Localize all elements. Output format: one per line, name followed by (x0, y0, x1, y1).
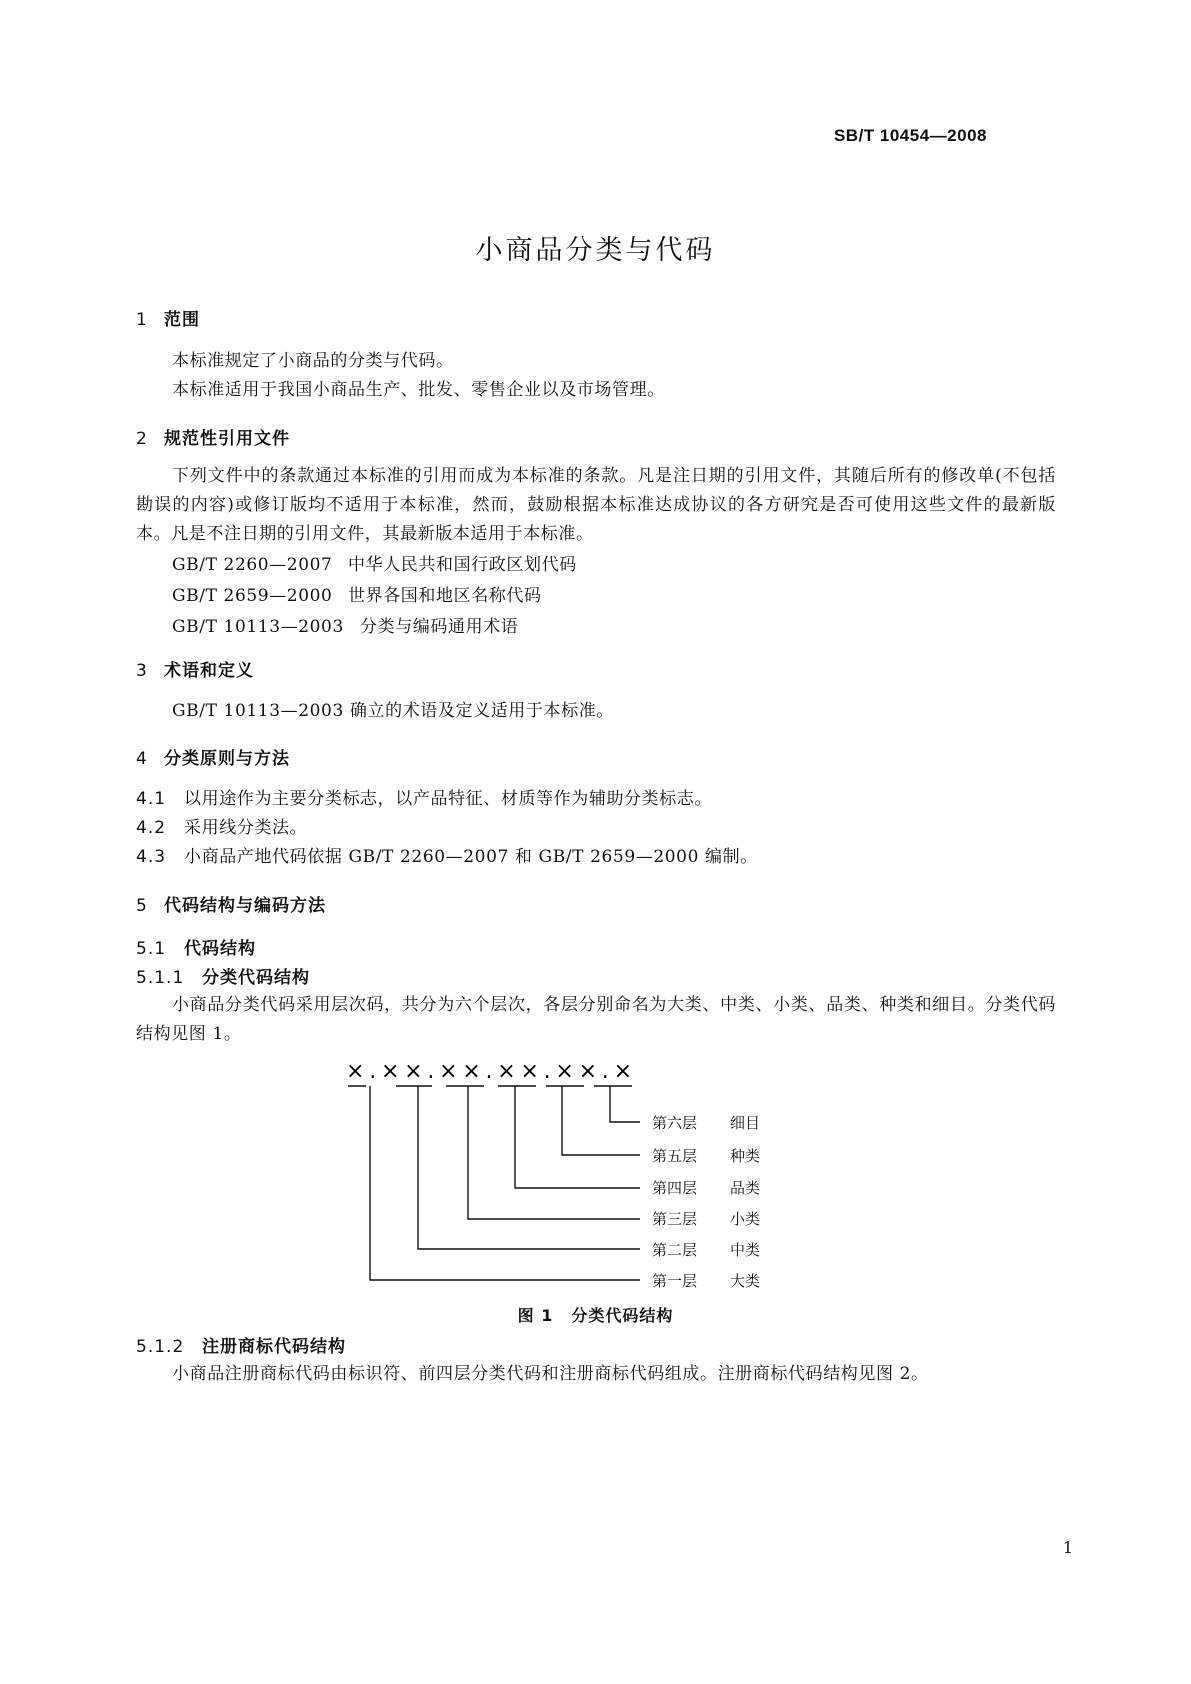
section-number: 5.1.1 (136, 968, 185, 988)
section-number: 5.1 (136, 939, 167, 959)
reference-code: GB/T 2260—2007 (172, 555, 333, 575)
clause-text: 采用线分类法。 (184, 818, 308, 838)
layer-name: 中类 (730, 1241, 761, 1259)
subsection-5-1-2-heading (136, 1332, 346, 1357)
section-title: 代码结构与编码方法 (164, 896, 326, 916)
layer-name: 大类 (730, 1272, 761, 1290)
reference-code: GB/T 2659—2000 (172, 586, 333, 606)
paragraph: 下列文件中的条款通过本标准的引用而成为本标准的条款。凡是注日期的引用文件，其随后所有的修改单(不包括勘误的内容)或修订版均不适用于本标准，然而，鼓励根据本标准达成协议的各方研究是否可使用这些文件的最新版本。凡是不注日期的引用文件，其最新版本适用于本标准。 (136, 466, 1056, 544)
subsection-5-1-1-heading (136, 963, 310, 988)
document-title: 小商品分类与代码 (475, 235, 716, 266)
paragraph: 本标准规定了小商品的分类与代码。 (172, 351, 454, 371)
section-5-heading (136, 891, 326, 916)
reference-code: GB/T 10113—2003 (172, 617, 344, 637)
section-2-heading (136, 424, 290, 449)
layer-name: 品类 (730, 1179, 761, 1197)
section-number: 2 (136, 429, 148, 449)
section-title: 注册商标代码结构 (202, 1337, 346, 1357)
section-4-heading (136, 744, 290, 769)
layer-label: 第三层 (652, 1210, 698, 1228)
section-number: 4 (136, 749, 148, 769)
clause-4-2 (136, 814, 307, 843)
clause-number: 4.1 (136, 789, 167, 809)
layer-label: 第一层 (652, 1272, 698, 1290)
layer-label: 第五层 (652, 1147, 698, 1165)
section-number: 3 (136, 661, 148, 681)
clause-text: 小商品产地代码依据 GB/T 2260—2007 和 GB/T 2659—2000 编制。 (184, 847, 758, 867)
section-number: 5 (136, 896, 148, 916)
document-number: SB/T 10454—2008 (833, 126, 987, 145)
layer-label: 第六层 (652, 1114, 698, 1132)
reference-title: 分类与编码通用术语 (360, 617, 519, 637)
clause-text: 以用途作为主要分类标志，以产品特征、材质等作为辅助分类标志。 (184, 789, 713, 809)
paragraph: 小商品注册商标代码由标识符、前四层分类代码和注册商标代码组成。注册商标代码结构见图 2。 (172, 1364, 929, 1384)
paragraph: 本标准适用于我国小商品生产、批发、零售企业以及市场管理。 (172, 380, 665, 400)
reference-item (172, 551, 577, 582)
layer-name: 细目 (730, 1114, 761, 1132)
reference-title: 世界各国和地区名称代码 (348, 586, 542, 606)
layer-label: 第四层 (652, 1179, 698, 1197)
layer-name: 小类 (730, 1210, 761, 1228)
section-title: 分类原则与方法 (164, 749, 290, 769)
connector-lines (348, 1086, 640, 1280)
figure-1-caption (0, 1303, 1191, 1326)
paragraph: GB/T 10113—2003 确立的术语及定义适用于本标准。 (172, 701, 614, 721)
clause-number: 4.3 (136, 847, 167, 867)
section-title: 术语和定义 (164, 661, 254, 681)
page-number: 1 (1062, 1538, 1073, 1557)
reference-item (172, 613, 577, 644)
figure-1-diagram (340, 1052, 800, 1302)
section-number: 5.1.2 (136, 1337, 185, 1357)
clause-number: 4.2 (136, 818, 167, 838)
figure-title: 分类代码结构 (571, 1306, 674, 1325)
reference-list (172, 551, 577, 644)
reference-item (172, 582, 577, 613)
section-title: 规范性引用文件 (164, 429, 290, 449)
section-title: 代码结构 (184, 939, 256, 959)
section-1-heading (136, 305, 200, 330)
section-title: 分类代码结构 (202, 968, 310, 988)
section-3-heading (136, 656, 254, 681)
layer-name: 种类 (730, 1147, 761, 1165)
clause-4-1 (136, 785, 712, 814)
subsection-5-1-heading (136, 934, 256, 959)
clause-4-3 (136, 843, 758, 872)
figure-number: 图 1 (517, 1306, 554, 1325)
paragraph: 小商品分类代码采用层次码，共分为六个层次，各层分别命名为大类、中类、小类、品类、种类和细目。分类代码结构见图 1。 (136, 995, 1056, 1044)
section-title: 范围 (164, 310, 200, 330)
section-number: 1 (136, 310, 148, 330)
layer-label: 第二层 (652, 1241, 698, 1259)
code-pattern: ×.××.××.××.××.× (346, 1059, 632, 1084)
reference-title: 中华人民共和国行政区划代码 (348, 555, 577, 575)
